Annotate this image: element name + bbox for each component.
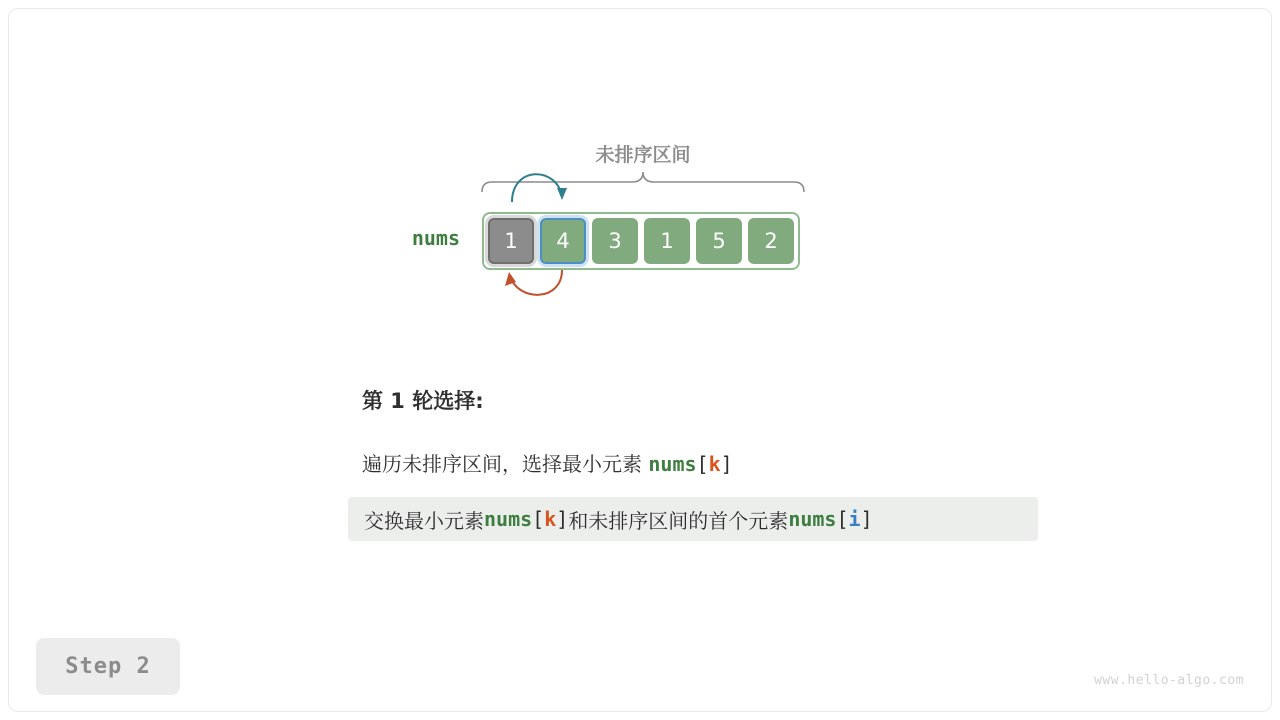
bracket-open-i: [ — [836, 507, 849, 531]
swap-line-middle: 和未排序区间的首个元素 — [568, 508, 789, 533]
swap-line — [348, 497, 1038, 541]
diagram-annotations — [360, 130, 880, 320]
page-frame — [8, 8, 1272, 712]
array-cell: 1 — [644, 218, 690, 264]
watermark: www.hello-algo.com — [1094, 673, 1244, 688]
array-cell: 1 — [488, 218, 534, 264]
code-nums: nums — [648, 452, 697, 476]
swap-arrow-bottom-icon — [510, 270, 562, 295]
traverse-line-prefix: 遍历未排序区间，选择最小元素 — [362, 452, 649, 476]
code-nums-k: nums — [484, 507, 533, 531]
unsorted-range-label: 未排序区间 — [595, 144, 691, 166]
array-cell: 4 — [540, 218, 586, 264]
array-cell: 3 — [592, 218, 638, 264]
swap-arrow-top-icon — [512, 174, 562, 202]
index-k: k — [708, 452, 721, 476]
code-nums-i: nums — [788, 507, 837, 531]
array-cell: 2 — [748, 218, 794, 264]
bracket-close-i: ] — [860, 507, 873, 531]
bracket-open: [ — [696, 452, 709, 476]
bracket-close: ] — [720, 452, 733, 476]
array-cell: 5 — [696, 218, 742, 264]
swap-line-prefix: 交换最小元素 — [364, 508, 484, 533]
traverse-line — [362, 448, 733, 477]
step-badge: Step 2 — [36, 638, 180, 695]
nums-variable-label: nums — [411, 226, 460, 250]
index-i: i — [848, 507, 861, 531]
round-title: 第 1 轮选择: — [362, 389, 484, 413]
index-k: k — [544, 507, 557, 531]
bracket-close-k: ] — [556, 507, 569, 531]
swap-arrow-top-head-icon — [557, 188, 567, 200]
array-diagram — [360, 130, 880, 320]
bracket-open-k: [ — [532, 507, 545, 531]
